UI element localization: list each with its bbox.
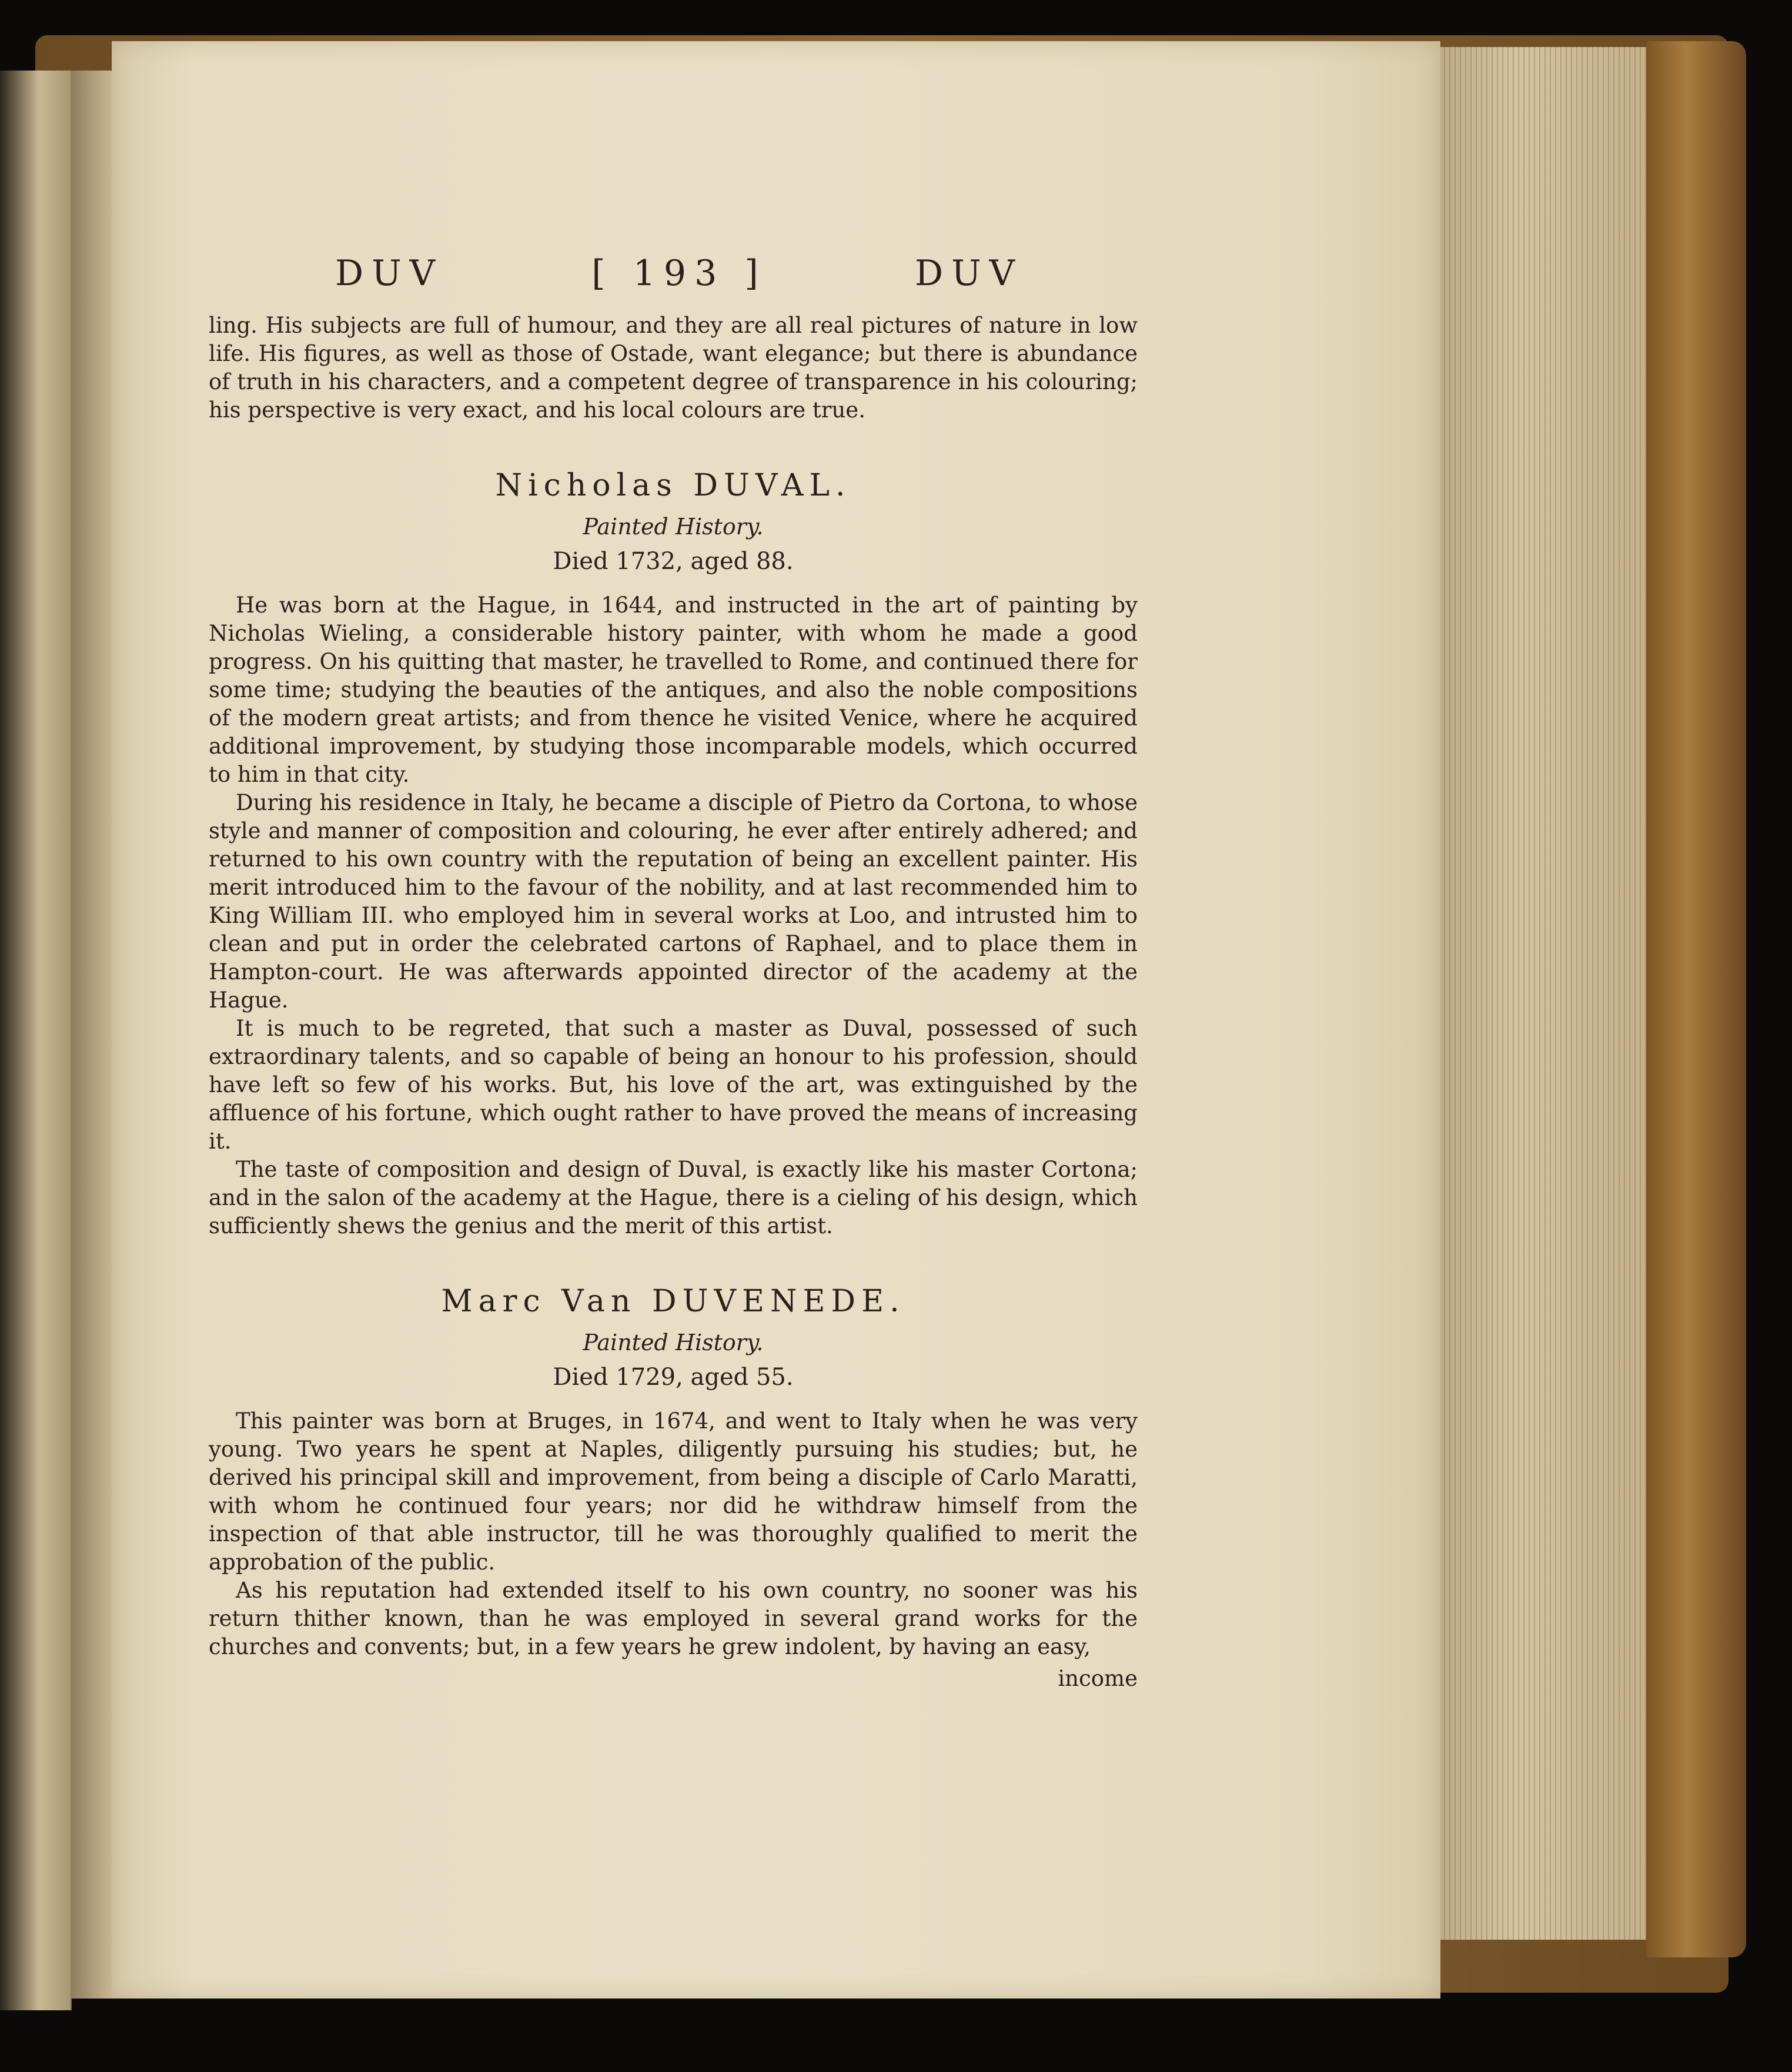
page-number: [ 193 ] xyxy=(591,253,767,294)
running-head-left: DUV xyxy=(335,253,444,294)
entry-duvenede xyxy=(209,1284,1138,1661)
artist-died: Died 1732, aged 88. xyxy=(553,548,794,575)
artist-subtitle: Painted History. xyxy=(583,514,764,540)
running-head-right: DUV xyxy=(914,253,1023,294)
left-page-edge xyxy=(0,71,72,2010)
paragraph: As his reputation had extended itself to his own country, no sooner was his return thither known, than he was employed in several grand works for the churches and convents; but, in a few years he grew indolent, by having an easy, xyxy=(209,1578,1138,1659)
catchword: income xyxy=(1058,1666,1138,1691)
paragraph: He was born at the Hague, in 1644, and instructed in the art of painting by Nicholas Wieling, a considerable history painter, with whom he made a good progress. On his quitting that master, he travelled to Rome, and continued there for some time; studying the beauties of the antiques, and also the noble compositions of the modern great artists; and from thence he visited Venice, where he acquired additional improvement, by studying those incomparable models, which occurred to him in that city. xyxy=(209,593,1138,787)
artist-name: Marc Van DUVENEDE. xyxy=(441,1284,905,1319)
paragraph: During his residence in Italy, he became a disciple of Pietro da Cortona, to whose style and manner of composition and colouring, he ever after entirely adhered; and returned to his own country with the reputation of being an excellent painter. His merit introduced him to the favour of the nobility, and at last recommended him to King William III. who employed him in several works at Loo, and intrusted him to clean and put in order the celebrated cartons of Raphael, and to place them in Hampton-court. He was afterwards appointed director of the academy at the Hague. xyxy=(209,790,1138,1013)
running-head xyxy=(335,253,1023,312)
book-gutter xyxy=(71,71,118,1999)
book-cover-edge xyxy=(1646,41,1746,1957)
artist-name: Nicholas DUVAL. xyxy=(495,468,851,503)
entry-duval xyxy=(209,468,1138,1240)
paragraph: It is much to be regreted, that such a master as Duval, possessed of such extraordinary talents, and so capable of being an honour to his profession, should have left so few of his works. But, his love of the art, was extinguished by the affluence of his fortune, which ought rather to have proved the means of increasing it. xyxy=(209,1016,1138,1154)
page-text xyxy=(209,253,1138,1691)
artist-subtitle: Painted History. xyxy=(583,1330,764,1355)
paragraph: The taste of composition and design of Duval, is exactly like his master Cortona; and in the salon of the academy at the Hague, there is a cieling of his design, which sufficiently shews the genius and the merit of this artist. xyxy=(209,1157,1138,1238)
paragraph: This painter was born at Bruges, in 1674, and went to Italy when he was very young. Two years he spent at Naples, diligently pursuing his studies; but, he derived his principal skill and improvement, from being a disciple of Carlo Maratti, with whom he continued four years; nor did he withdraw himself from the inspection of that able instructor, till he was thoroughly qualified to merit the approbation of the public. xyxy=(209,1408,1138,1575)
intro-paragraph: ling. His subjects are full of humour, and they are all real pictures of nature in low life. His figures, as well as those of Ostade, want elegance; but there is abundance of truth in his characters, and a competent degree of transparence in his colouring; his perspective is very exact, and his local colours are true. xyxy=(209,313,1138,423)
page-edges xyxy=(1423,47,1658,1940)
artist-died: Died 1729, aged 55. xyxy=(553,1364,794,1391)
